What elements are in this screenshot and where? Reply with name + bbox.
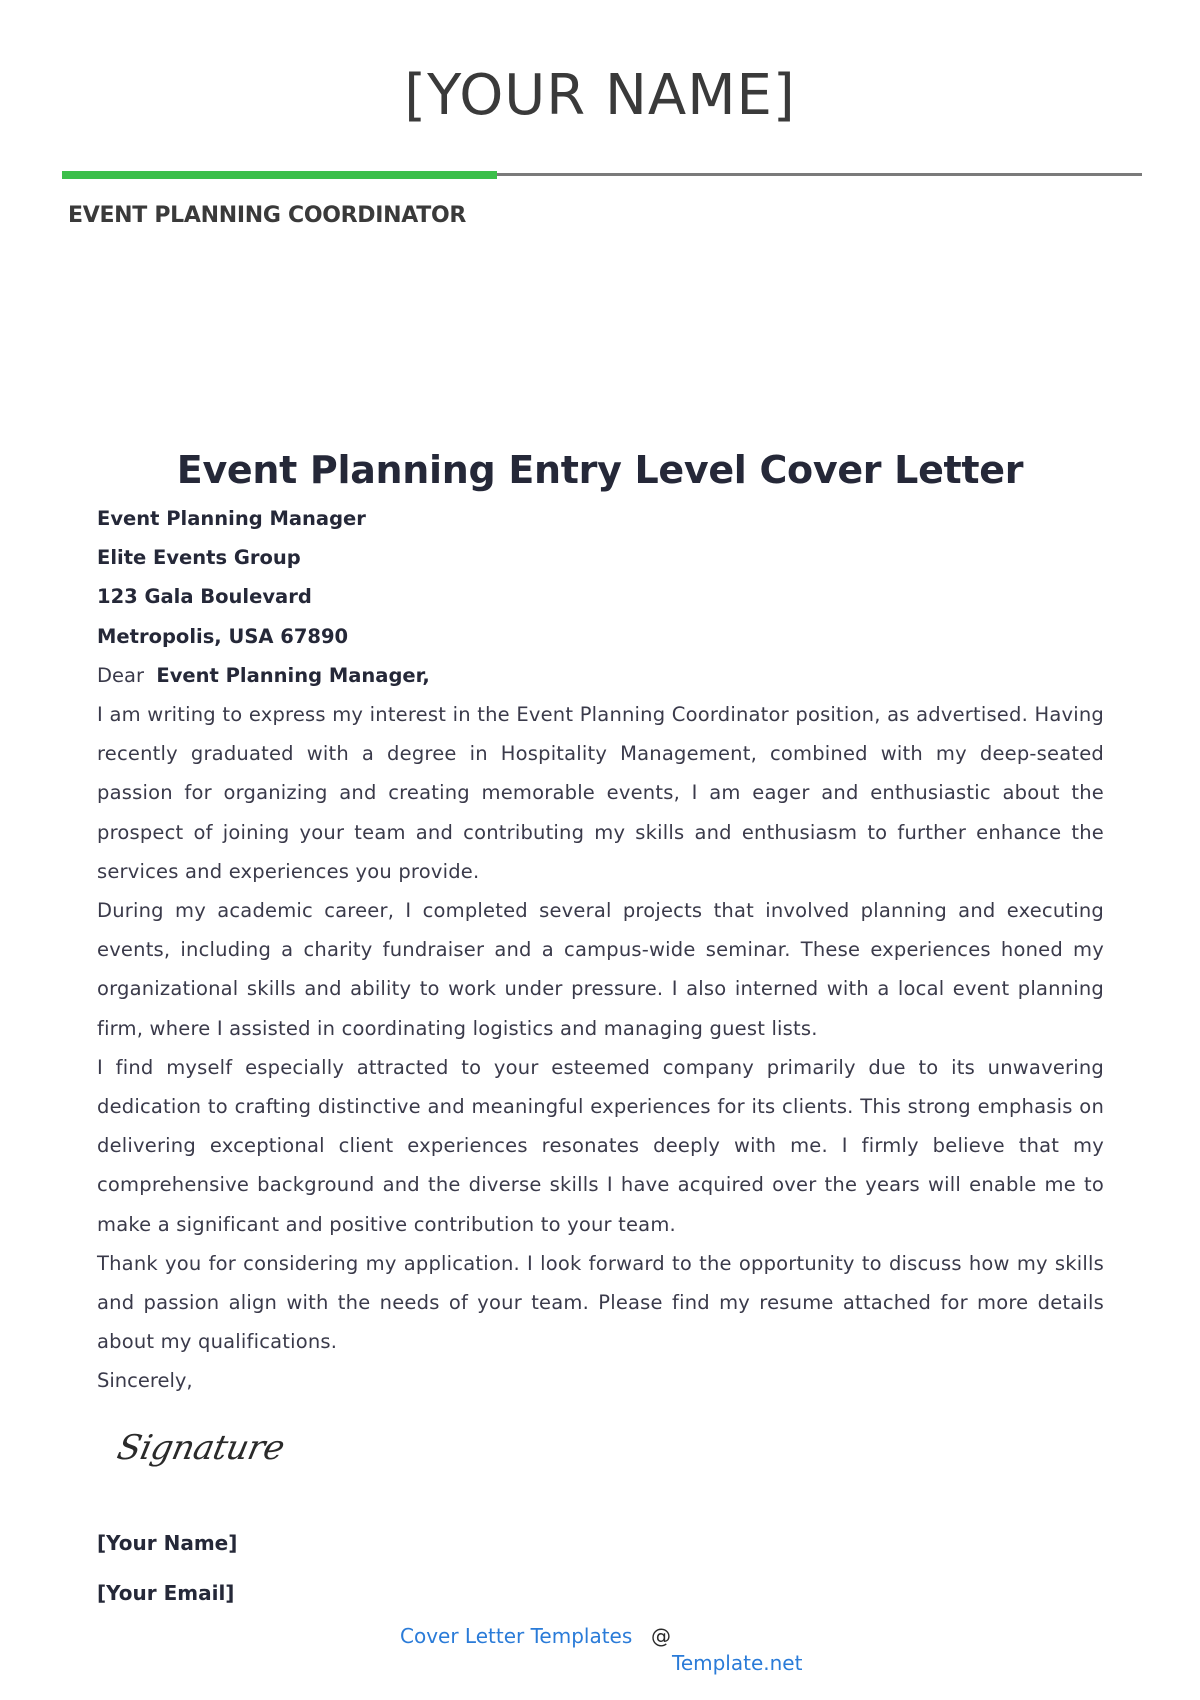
name-heading: [YOUR NAME] — [404, 63, 796, 128]
recipient-street: 123 Gala Boulevard — [97, 585, 312, 609]
closing: Sincerely, — [97, 1369, 193, 1393]
footer-at-symbol: @ — [651, 1624, 671, 1648]
salutation — [97, 656, 1104, 695]
footer-templates-link[interactable]: Cover Letter Templates — [400, 1624, 633, 1648]
recipient-company: Elite Events Group — [97, 546, 301, 570]
recipient-city: Metropolis, USA 67890 — [97, 624, 349, 648]
salutation-prefix: Dear — [97, 663, 144, 687]
letter-title: Event Planning Entry Level Cover Letter — [176, 448, 1024, 492]
job-title: EVENT PLANNING COORDINATOR — [68, 203, 466, 228]
sender-name: [Your Name] — [97, 1531, 238, 1555]
salutation-name: Event Planning Manager, — [156, 663, 430, 687]
recipient-title: Event Planning Manager — [97, 507, 366, 530]
paragraph-motivation: I find myself especially attracted to your esteemed company primarily due to its unwavering dedication to crafting distinctive and meaningful experiences for its clients. This strong emphasis on delivering exceptional client experiences resonates deeply with me. I firmly believe that my comprehensive background and the diverse skills I have acquired over the years will enable me to make a significant and positive contribution to your team. — [97, 1055, 1104, 1236]
paragraph-experience: During my academic career, I completed several projects that involved planning and executing events, including a charity fundraiser and a campus-wide seminar. These experiences honed my organizational skills and ability to work under pressure. I also interned with a local event planning firm, where I assisted in coordinating logistics and managing guest lists. — [97, 899, 1104, 1040]
footer-site-link[interactable]: Template.net — [672, 1651, 803, 1675]
paragraph-intro: I am writing to express my interest in the Event Planning Coordinator position, as advertised. Having recently graduated with a degree in Hospitality Management, combined with my deep-seated passion for organizing and creating memorable events, I am eager and enthusiastic about the prospect of joining your team and contributing my skills and enthusiasm to further enhance the services and experiences you provide. — [97, 703, 1104, 883]
letter-body — [97, 499, 1104, 1401]
sender-email: [Your Email] — [97, 1581, 235, 1605]
header-accent-bar — [62, 171, 497, 179]
signature: Signature — [113, 1428, 288, 1468]
paragraph-closing: Thank you for considering my application. I look forward to the opportunity to discuss how my skills and passion align with the needs of your team. Please find my resume attached for more details about my qualifications. — [97, 1251, 1104, 1354]
